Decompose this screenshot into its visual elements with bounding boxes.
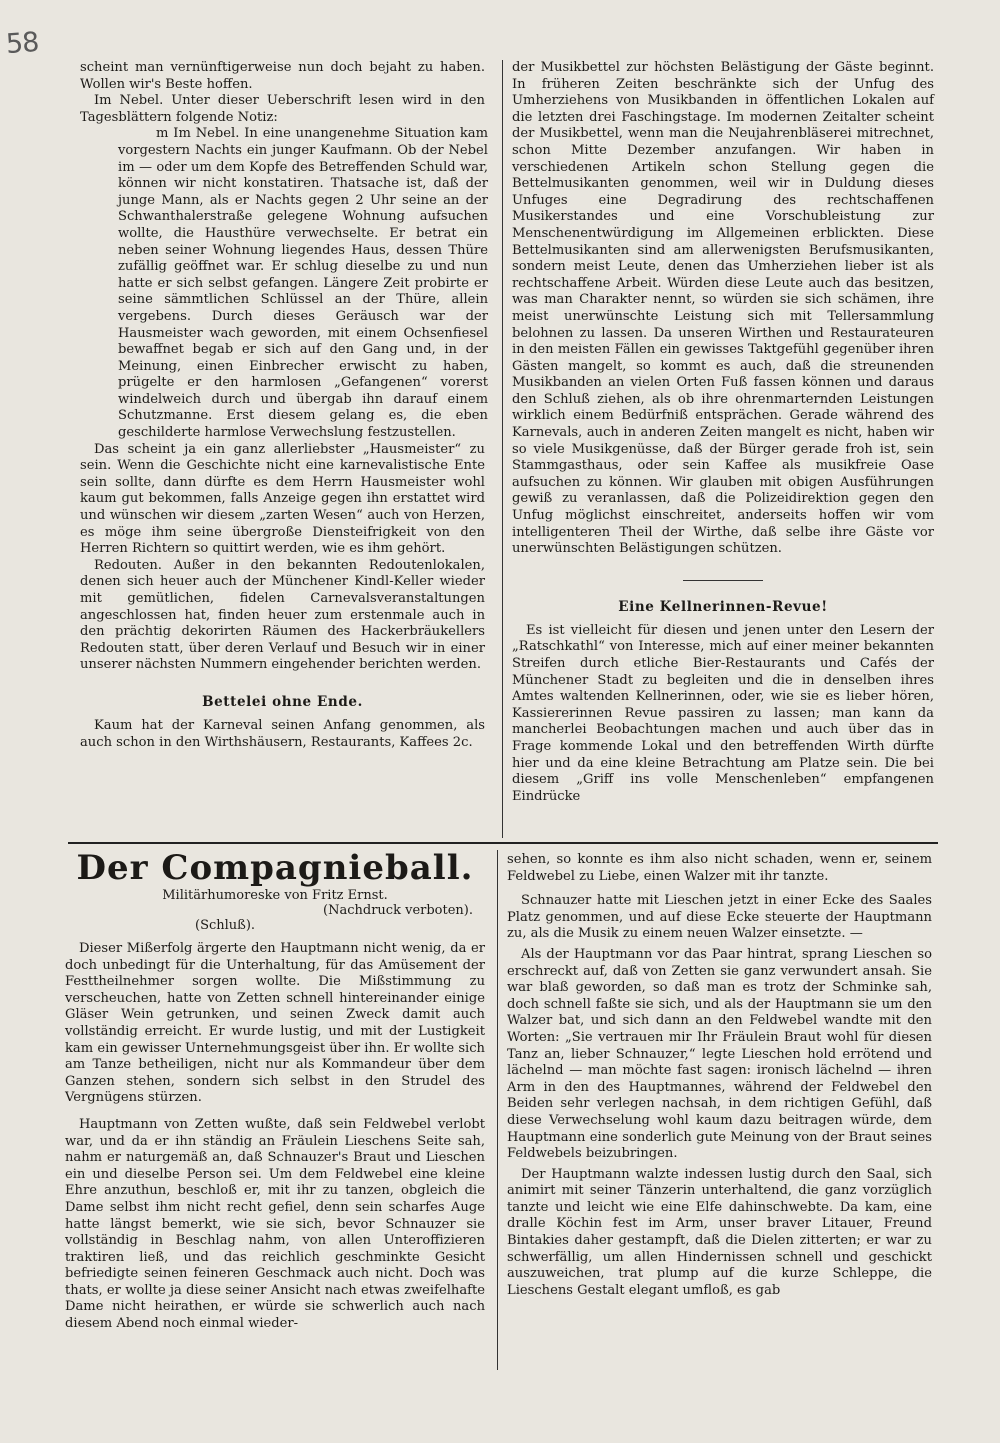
paragraph-story-4: Schnauzer hatte mit Lieschen jetzt in einer Ecke des Saales Platz genommen, und auf diese Ecke steuerte der Hauptmann zu, als die Musik zu einem neuen Walzer einsetzte. — [507, 893, 932, 942]
paragraph-story-3: sehen, so konnte es ihm also nicht schaden, wenn er, seinem Feldwebel zu Liebe, einen Walzer mit ihr tanzte. [507, 852, 932, 884]
paragraph-kellnerinnen: Es ist vielleicht für diesen und jenen unter den Lesern der „Ratschkathl“ von Interesse, mich auf einer meiner bekannten Streifen durch etliche Bier-Restaurants und Cafés der Münchener Stadt zu begleiten und die in denselben ihres Amtes waltenden Kellnerinnen, oder, wie sie es lieber hören, Kassiererinnen Revue passiren zu lassen; man kann da mancherlei Beobachtungen machen und auch über das in Frage kommende Lokal und den betreffenden Wirth dürfte hier und da eine kleine Betrachtung am Platze sein. Die bei diesem „Griff ins volle Menschenleben“ empfangenen Eindrücke [512, 622, 934, 804]
story-title: Der Compagnieball. [76, 848, 474, 888]
top-left-column [80, 60, 488, 751]
sequel-note: (Schluß). [195, 918, 256, 933]
paragraph-musikbettel: der Musikbettel zur höchsten Belästigung der Gäste beginnt. In früheren Zeiten beschränkte sich der Unfug des Umherziehens von Musikbanden in öffentlichen Lokalen auf die letzten drei Faschingstage. Im modernen Zeitalter scheint der Musikbettel, wenn man die Neujahrenbläserei mitrechnet, schon Mitte Dezember anzufangen. Wir haben in verschiedenen Artikeln schon Stellung gegen die Bettelmusikanten genommen, weil wir in Duldung dieses Unfuges eine Degradirung des rechtschaffenen Musikerstandes und eine Vorschubleistung zur Menschenentwürdigung im Allgemeinen erblickten. Diese Bettelmusikanten sind am allerwenigsten Berufsmusikanten, sondern meist Leute, denen das Umherziehen lieber ist als rechtschaffene Arbeit. Würden diese Leute auch das besitzen, was man Charakter nennt, so würden sie sich schämen, ihre meist unerwünschte Leistung sich mit Tellersammlung belohnen zu lassen. Da unseren Wirthen und Restaurateuren in den meisten Fällen ein gewisses Taktgefühl gegenüber ihren Gästen mangelt, so kommt es auch, daß die streunenden Musikbanden an vielen Orten Fuß fassen können und daraus den Schluß ziehen, als ob ihre ohrenmarternden Leistungen wirklich einem Bedürfniß entsprächen. Gerade während des Karnevals, auch in anderen Zeiten mangelt es nicht, haben wir so viele Musikgenüsse, daß der Bürger gerade froh ist, sein Stammgasthaus, oder sein Kaffee als musikfreie Oase aufsuchen zu können. Wir glauben mit obigen Ausführungen gewiß zu veranlassen, daß die Polizeidirektion gegen den Unfug möglichst einschreitet, anderseits hoffen wir vom intelligenteren Theil der Wirthe, daß selbe ihre Gäste vor unerwünschten Belästigungen schützen. [512, 60, 934, 557]
bottom-left-column [65, 848, 485, 1333]
story-subtitle: Militärhumoreske von Fritz Ernst. [162, 888, 388, 903]
paragraph-story-2: Hauptmann von Zetten wußte, daß sein Feldwebel verlobt war, und da er ihn ständig an Fräulein Lieschens Seite sah, nahm er naturgemäß an, daß Schnauzer's Braut und Lieschen ein und dieselbe Person sei. Um dem Feldwebel eine kleine Ehre anzuthun, beschloß er, mit ihr zu tanzen, obgleich die Dame selbst ihm nicht recht gefiel, denn sein scharfes Auge hatte längst bemerkt, wie sie sich, bevor Schnauzer sie vollständig in Beschlag nahm, von allen Unteroffizieren traktiren ließ, und das reichlich geschminkte Gesicht befriedigte seinen feineren Geschmack auch nicht. Doch was thats, er wollte ja diese seiner Ansicht nach etwas zweifelhafte Dame nicht heirathen, er würde sie schwerlich auch nach diesem Abend noch einmal wieder- [65, 1116, 485, 1332]
paragraph-story-6: Der Hauptmann walzte indessen lustig durch den Saal, sich animirt mit seiner Tänzerin unterhaltend, die ganz vorzüglich tanzte und leicht wie eine Elfe dahinschwebte. Da kam, eine dralle Köchin fest im Arm, unser braver Litauer, Freund Bintakies daher gestampft, daß die Dielen zitterten; er war zu schwerfällig, um allen Hindernissen schnell und geschickt auszuweichen, trat plump auf die kurze Schleppe, die Lieschens Gestalt elegant umfloß, es gab [507, 1166, 932, 1298]
paragraph-im-nebel-intro: Im Nebel. Unter dieser Ueberschrift lesen wird in den Tagesblättern folgende Notiz: [80, 93, 485, 125]
quoted-notice: m Im Nebel. In eine unangenehme Situation kam vorgestern Nachts ein junger Kaufmann. Ob der Nebel im — oder um dem Kopfe des Betreffenden Schuld war, können wir nicht konstatiren. Thatsache ist, daß der junge Mann, als er Nachts gegen 2 Uhr seine an der Schwanthalerstraße gelegene Wohnung aufsuchen wollte, die Hausthüre verwechselte. Er betrat ein neben seiner Wohnung liegendes Haus, dessen Thüre zufällig geöffnet war. Er schlug dieselbe zu und nun hatte er sich selbst gefangen. Längere Zeit probirte er seine sämmtlichen Schlüssel an der Thüre, allein vergebens. Durch dieses Geräusch war der Hausmeister wach geworden, mit einem Ochsenfiesel bewaffnet begab er sich auf den Gang und, in der Meinung, einen Einbrecher erwischt zu haben, prügelte er den harmlosen „Gefangenen“ vorerst windelweich durch und übergab ihn darauf einem Schutzmanne. Erst diesem gelang es, die eben geschilderte harmlose Verwechslung festzustellen. [118, 126, 488, 441]
top-right-column [512, 60, 934, 805]
bottom-right-column [507, 852, 932, 1299]
paragraph-bettelei: Kaum hat der Karneval seinen Anfang genommen, als auch schon in den Wirthshäusern, Restaurants, Kaffees 2c. [80, 717, 485, 750]
section-heading-kellnerinnen: Eine Kellnerinnen-Revue! [618, 598, 828, 615]
section-heading-bettelei: Bettelei ohne Ende. [202, 693, 363, 710]
paragraph-redouten: Redouten. Außer in den bekannten Redoutenlokalen, denen sich heuer auch der Münchener Kindl-Keller wieder mit gemütlichen, fidelen Carnevalsveranstaltungen angeschlossen hat, finden heuer zum erstenmale auch in den prächtig dekorirten Räumen des Hackerbräukellers Redouten statt, über deren Verlauf und Besuch wir in einer unserer nächsten Nummern eingehender berichten werden. [80, 557, 485, 673]
paragraph-story-1: Dieser Mißerfolg ärgerte den Hauptmann nicht wenig, da er doch unbedingt für die Unterhaltung, für das Amüsement der Festtheilnehmer sorgen wollte. Die Mißstimmung zu verscheuchen, hatte von Zetten schnell hintereinander einige Gläser Wein getrunken, und seinen Zweck damit auch vollständig erreicht. Er wurde lustig, und mit der Lustigkeit kam ein gewisser Unternehmungsgeist über ihn. Er wollte sich am Tanze betheiligen, nicht nur als Kommandeur über dem Ganzen stehen, sondern sich selbst in den Strudel des Vergnügens stürzen. [65, 941, 485, 1106]
paragraph-story-5: Als der Hauptmann vor das Paar hintrat, sprang Lieschen so erschreckt auf, daß von Zetten sie ganz verwundert ansah. Sie war blaß geworden, so daß man es trotz der Schminke sah, doch schnell faßte sie sich, und als der Hauptmann sie um den Walzer bat, und sich dann an den Feldwebel wandte mit den Worten: „Sie vertrauen mir Ihr Fräulein Braut wohl für diesen Tanz an, lieber Schnauzer,“ legte Lieschen hold errötend und lächelnd — man möchte fast sagen: ironisch lächelnd — ihren Arm in den des Hauptmannes, während der Feldwebel den Beiden sehr verlegen nachsah, in dem richtigen Gefühl, daß diese Verwechselung wohl kaum dazu beitragen würde, dem Hauptmann eine sonderlich gute Meinung von der Braut seines Feldwebels beizubringen. [507, 946, 932, 1162]
paragraph: scheint man vernünftigerweise nun doch bejaht zu haben. Wollen wir's Beste hoffen. [80, 60, 485, 92]
reprint-note: (Nachdruck verboten). [323, 903, 473, 918]
page-number: 58 [4, 26, 40, 61]
column-divider-bottom [497, 850, 498, 1370]
paragraph-hausmeister: Das scheint ja ein ganz allerliebster „Hausmeister“ zu sein. Wenn die Geschichte nicht eine karnevalistische Ente sein sollte, dann dürfte es dem Herrn Hausmeister wohl kaum gut bekommen, falls Anzeige gegen ihn erstattet wird und wünschen wir diesem „zarten Wesen“ auch von Herzen, es möge ihm seine übergroße Diensteifrigkeit von den Herren Richtern so quittirt werden, wie es ihm gehört. [80, 441, 485, 557]
column-divider-top [502, 60, 503, 838]
section-divider [68, 842, 938, 844]
